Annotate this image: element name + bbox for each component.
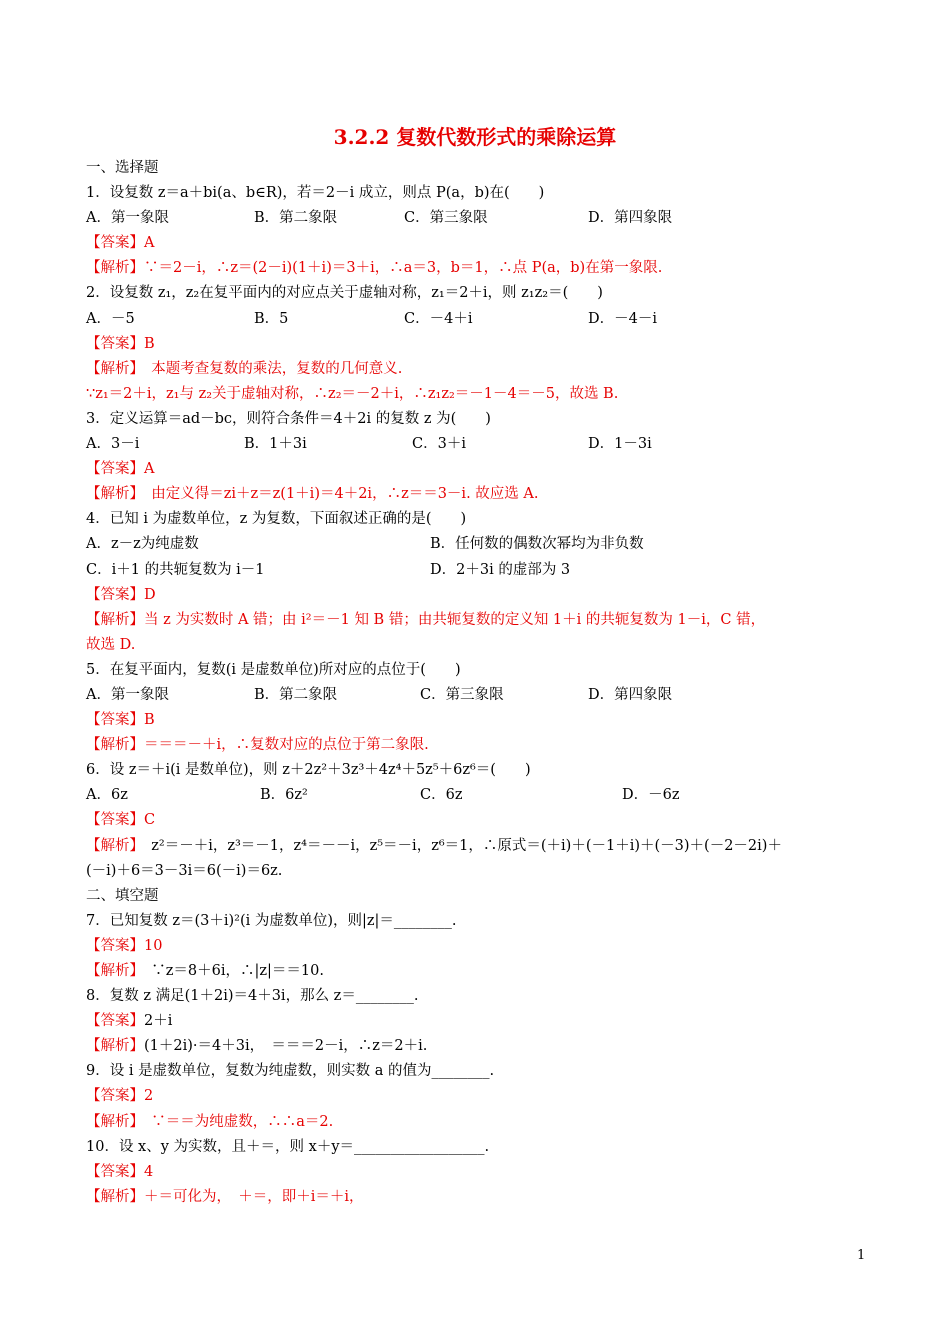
question-10-stem: 10．设 x、y 为实数，且＋＝，则 x＋y＝__________________.	[86, 1138, 490, 1155]
question-2-option-d: D．－4－i	[588, 310, 657, 327]
analysis-label: 【解析】	[86, 1038, 144, 1055]
question-6-options	[86, 783, 876, 808]
analysis-text: ∵＝2－i，∴z＝(2－i)(1＋i)＝3＋i，∴a＝3，b＝1，∴点 P(a，b)在第一象限.	[144, 260, 663, 277]
analysis-text: ∵＝＝为纯虚数，∴∴a＝2.	[136, 1113, 334, 1130]
answer-label: 【答案】	[86, 586, 144, 603]
analysis-text: (1＋2i)·＝4＋3i， ＝＝＝2－i，∴z＝2＋i.	[144, 1038, 428, 1055]
analysis-label: 【解析】	[86, 360, 137, 377]
analysis-text: 当 z 为实数时 A 错；由 i²＝－1 知 B 错；由共轭复数的定义知 1＋i 的共轭复数为 1－i，C 错，	[144, 611, 766, 628]
question-5-option-a: A．第一象限	[86, 686, 169, 703]
answer-label: 【答案】	[86, 712, 144, 729]
analysis-label: 【解析】	[86, 260, 144, 277]
document-body	[86, 156, 876, 1210]
answer-label: 【答案】	[86, 335, 144, 352]
answer-value: A	[144, 461, 155, 478]
section-heading-fill: 二、填空题	[86, 887, 159, 904]
analysis-text: ∵z＝8＋6i，∴|z|＝＝10.	[136, 963, 324, 979]
analysis-text: ＋＝可化为， ＋＝，即＋i＝＋i，	[144, 1188, 364, 1205]
question-8-analysis	[86, 1034, 876, 1059]
question-3-option-b: B．1＋3i	[244, 436, 307, 453]
analysis-text: 本题考查复数的乘法，复数的几何意义.	[136, 360, 403, 377]
question-4-analysis-cont: 故选 D.	[86, 636, 136, 653]
question-9-stem: 9．设 i 是虚数单位，复数为纯虚数，则实数 a 的值为________.	[86, 1063, 495, 1080]
question-4-stem: 4．已知 i 为虚数单位，z 为复数，下面叙述正确的是( )	[86, 511, 467, 528]
question-1-analysis	[86, 256, 876, 281]
question-1-answer	[86, 231, 876, 256]
question-6-option-c: C．6z	[420, 787, 463, 804]
question-3-options	[86, 432, 876, 457]
analysis-label: 【解析】	[86, 1113, 137, 1130]
question-3-analysis	[86, 482, 876, 507]
analysis-text: 由定义得＝zi＋z＝z(1＋i)＝4＋2i，∴z＝＝3－i. 故应选 A.	[136, 486, 539, 503]
question-6-analysis-cont: (－i)＋6＝3－3i＝6(－i)＝6z.	[86, 862, 283, 879]
question-1-stem: 1．设复数 z＝a＋bi(a、b∈R)，若＝2－i 成立，则点 P(a，b)在( )	[86, 185, 545, 202]
question-7-analysis	[86, 959, 876, 984]
question-6-answer	[86, 808, 876, 833]
question-2-analysis-cont: ∵z₁＝2＋i，z₁与 z₂关于虚轴对称，∴z₂＝－2＋i，∴z₁z₂＝－1－4＝－5，故选 B.	[86, 385, 619, 402]
analysis-label: 【解析】	[86, 737, 144, 754]
question-4-analysis	[86, 608, 876, 633]
analysis-text: z²＝－＋i，z³＝－1，z⁴＝－－i，z⁵＝－i，z⁶＝1，∴原式＝(＋i)＋(－1＋i)＋(－3)＋(－2－2i)＋	[136, 837, 782, 854]
question-5-analysis	[86, 733, 876, 758]
question-3-option-c: C．3＋i	[412, 436, 466, 453]
answer-label: 【答案】	[86, 1013, 144, 1030]
question-5-option-c: C．第三象限	[420, 686, 504, 703]
analysis-label: 【解析】	[86, 837, 137, 854]
analysis-label: 【解析】	[86, 1188, 144, 1205]
answer-value: 4	[144, 1163, 154, 1180]
question-3-stem: 3．定义运算＝ad－bc，则符合条件＝4＋2i 的复数 z 为( )	[86, 410, 491, 427]
question-7-stem: 7．已知复数 z＝(3＋i)²(i 为虚数单位)，则|z|＝________.	[86, 912, 457, 929]
question-1-option-d: D．第四象限	[588, 210, 673, 227]
question-2-answer	[86, 332, 876, 357]
question-8-answer	[86, 1009, 876, 1034]
analysis-label: 【解析】	[86, 486, 137, 503]
question-1-option-b: B．第二象限	[254, 210, 338, 227]
answer-value: 2＋i	[144, 1013, 173, 1030]
question-2-option-c: C．－4＋i	[404, 310, 473, 327]
question-4-option-a: A．z－z为纯虚数	[86, 536, 199, 553]
question-5-options	[86, 683, 876, 708]
question-2-analysis	[86, 357, 876, 382]
question-2-option-b: B．5	[254, 310, 289, 327]
question-4-answer	[86, 583, 876, 608]
answer-label: 【答案】	[86, 812, 144, 829]
question-10-analysis	[86, 1185, 876, 1210]
page-title: 3.2.2 复数代数形式的乘除运算	[333, 125, 617, 149]
answer-label: 【答案】	[86, 235, 144, 252]
answer-value: D	[144, 586, 156, 603]
question-5-stem: 5．在复平面内，复数(i 是虚数单位)所对应的点位于( )	[86, 661, 461, 678]
answer-label: 【答案】	[86, 1163, 144, 1180]
question-3-option-d: D．1－3i	[588, 436, 652, 453]
question-9-analysis	[86, 1110, 876, 1135]
question-1-options	[86, 206, 876, 231]
answer-label: 【答案】	[86, 937, 144, 954]
question-3-option-a: A．3－i	[86, 436, 140, 453]
question-4-options-row1	[86, 532, 876, 557]
question-1-option-c: C．第三象限	[404, 210, 488, 227]
analysis-label: 【解析】	[86, 963, 137, 979]
question-5-answer	[86, 708, 876, 733]
answer-label: 【答案】	[86, 461, 144, 478]
answer-label: 【答案】	[86, 1088, 144, 1105]
answer-value: A	[144, 235, 155, 252]
question-5-option-d: D．第四象限	[588, 686, 673, 703]
question-6-analysis	[86, 834, 876, 859]
answer-value: C	[144, 812, 156, 829]
answer-value: B	[144, 335, 155, 352]
question-10-answer	[86, 1160, 876, 1185]
question-6-stem: 6．设 z＝＋i(i 是数单位)，则 z＋2z²＋3z³＋4z⁴＋5z⁵＋6z⁶＝( )	[86, 762, 531, 779]
question-4-option-b: B．任何数的偶数次幂均为非负数	[430, 536, 644, 553]
question-2-options	[86, 307, 876, 332]
question-6-option-d: D．－6z	[622, 787, 680, 804]
page-number: 1	[857, 1248, 866, 1263]
question-4-option-d: D．2＋3i 的虚部为 3	[430, 561, 571, 578]
question-2-stem: 2．设复数 z₁，z₂在复平面内的对应点关于虚轴对称，z₁＝2＋i，则 z₁z₂＝( )	[86, 285, 603, 302]
question-2-option-a: A．－5	[86, 310, 135, 327]
question-7-answer	[86, 934, 876, 959]
question-3-answer	[86, 457, 876, 482]
question-4-options-row2	[86, 558, 876, 583]
answer-value: 10	[144, 937, 163, 954]
answer-value: 2	[144, 1088, 154, 1105]
section-heading-choice: 一、选择题	[86, 160, 159, 176]
question-5-option-b: B．第二象限	[254, 686, 338, 703]
question-6-option-b: B．6z²	[260, 787, 308, 804]
analysis-text: ＝＝＝－＋i，∴复数对应的点位于第二象限.	[144, 737, 429, 754]
question-9-answer	[86, 1084, 876, 1109]
analysis-label: 【解析】	[86, 611, 144, 628]
question-6-option-a: A．6z	[86, 787, 128, 804]
question-4-option-c: C．i＋1 的共轭复数为 i－1	[86, 561, 265, 578]
question-8-stem: 8．复数 z 满足(1＋2i)＝4＋3i，那么 z＝________.	[86, 988, 419, 1005]
answer-value: B	[144, 712, 155, 729]
question-1-option-a: A．第一象限	[86, 210, 169, 227]
